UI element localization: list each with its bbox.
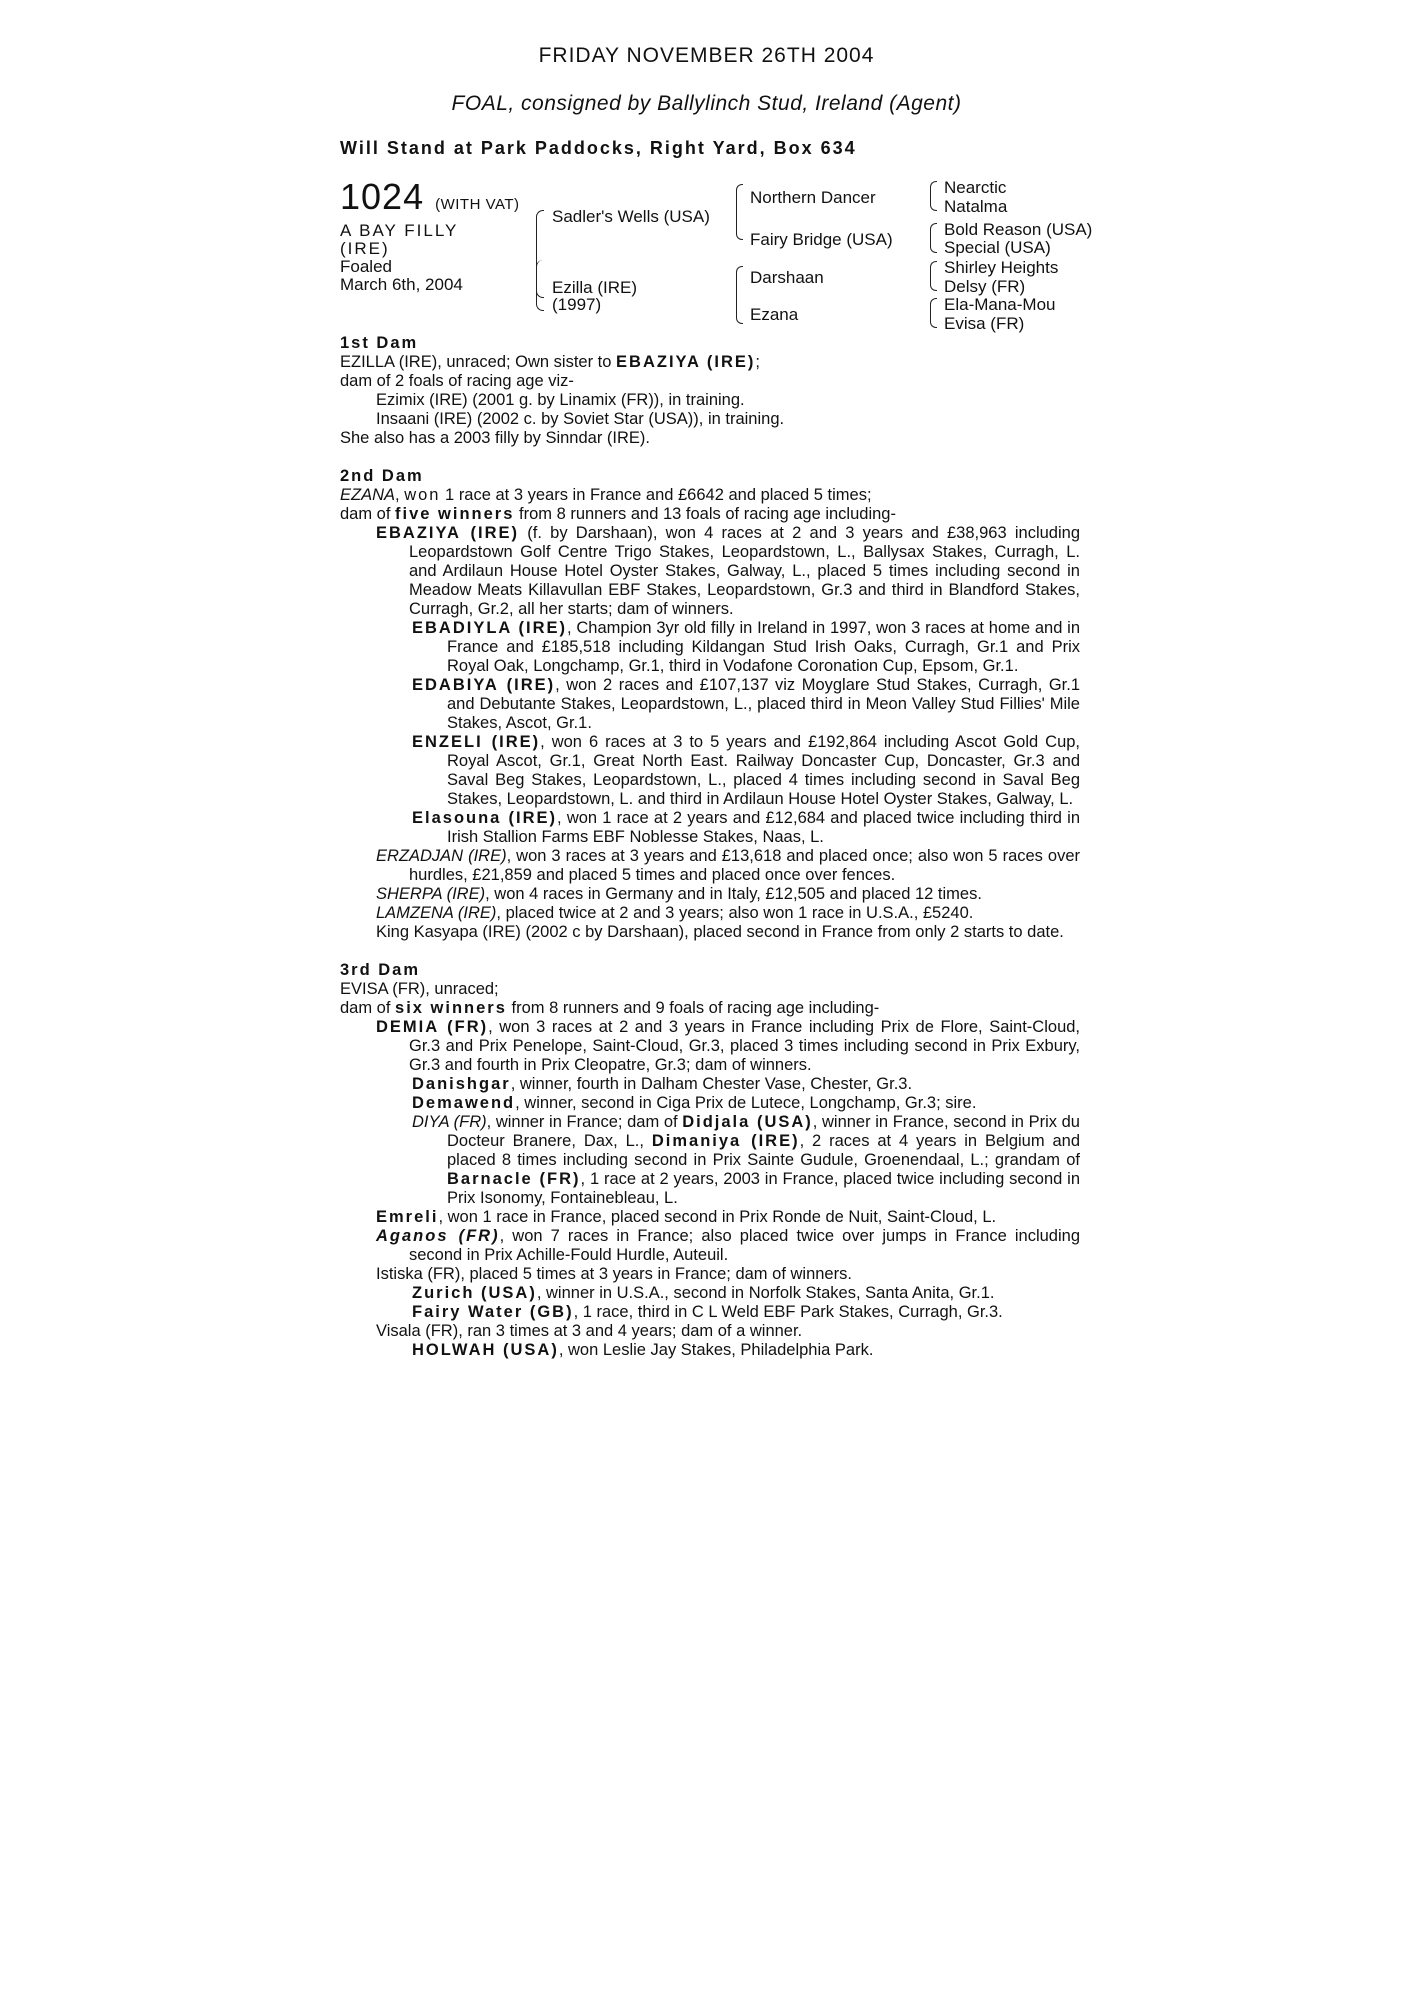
entry-demia (376, 1018, 1080, 1075)
horse-name: EDABIYA (IRE) (412, 676, 556, 694)
ggp-4: Special (USA) (944, 238, 1051, 257)
entry-diya (412, 1113, 1080, 1208)
horse-record: , Champion 3yr old filly in Ireland in 1997, won 3 races at home and in France and £185,518 including Kildangan Stud Irish Oaks, Curragh, Gr.1 and Prix Royal Oak, Longchamp, Gr.1, third in Vodafone Coronation Cup, Epsom, Gr.1. (447, 619, 1081, 675)
entry-danishgar (412, 1075, 1080, 1094)
entry-istiska: Istiska (FR), placed 5 times at 3 years in France; dam of winners. (376, 1265, 852, 1283)
horse-name: Demawend (412, 1094, 516, 1112)
produce-ezimix: Ezimix (IRE) (2001 g. by Linamix (FR)), in training. (376, 391, 745, 409)
sire-dam: Fairy Bridge (USA) (750, 230, 893, 249)
first-dam-produce-intro: dam of 2 foals of racing age viz- (340, 372, 574, 390)
produce-2003-filly: She also has a 2003 filly by Sinndar (IRE). (340, 429, 650, 447)
horse-record: , winner, second in Ciga Prix de Lutece, Longchamp, Gr.3; sire. (515, 1094, 977, 1112)
sire-sire: Northern Dancer (750, 188, 876, 207)
third-dam-produce-intro (340, 999, 1080, 1018)
entry-demawend (412, 1094, 1080, 1113)
third-dam-heading: 3rd Dam (340, 961, 421, 979)
entry-holwah (412, 1341, 1080, 1360)
horse-name: Didjala (USA) (682, 1113, 813, 1131)
sale-date: FRIDAY NOVEMBER 26TH 2004 (538, 44, 875, 67)
entry-ebadiyla (412, 619, 1080, 676)
entry-emreli (376, 1208, 1080, 1227)
entry-lamzena (376, 904, 1080, 923)
intro-c: from 8 runners and 9 foals of racing age including- (506, 999, 880, 1017)
horse-record: , won 6 races at 3 to 5 years and £192,864 including Ascot Gold Cup, Royal Ascot, Gr.1, Great North East. Railway Doncaster Cup, Doncaster, Gr.3 and Saval Beg Stakes, Leopardstown, L., placed 4 times including second in Saval Beg Stakes, Leopardstown, L. and third in Ardilaun House Hotel Oyster Stakes, Galway, L. (447, 733, 1081, 808)
horse-record: , won 7 races in France; also placed twice over jumps in France including second in Prix Achille-Fould Hurdle, Auteuil. (409, 1227, 1080, 1264)
stand-location: Will Stand at Park Paddocks, Right Yard, Box 634 (340, 138, 857, 158)
lot-country: (IRE) (340, 239, 390, 258)
second-dam-name: EZANA (340, 486, 396, 504)
entry-zurich (412, 1284, 1080, 1303)
horse-record: , won Leslie Jay Stakes, Philadelphia Park. (558, 1341, 874, 1359)
ggp-6: Delsy (FR) (944, 277, 1026, 296)
horse-name: EBADIYLA (IRE) (412, 619, 568, 637)
horse-record: , winner in U.S.A., second in Norfolk Stakes, Santa Anita, Gr.1. (536, 1284, 995, 1302)
lot-number-line (340, 176, 520, 218)
ggp-brace-3 (930, 261, 937, 291)
ggp-3: Bold Reason (USA) (944, 220, 1093, 239)
horse-record: , winner, fourth in Dalham Chester Vase, Chester, Gr.3. (510, 1075, 913, 1093)
entry-visala: Visala (FR), ran 3 times at 3 and 4 years; dam of a winner. (376, 1322, 803, 1340)
horse-name: Dimaniya (IRE) (651, 1132, 800, 1150)
horse-name: Aganos (FR) (376, 1227, 500, 1245)
ggp-brace-4 (930, 298, 937, 328)
lot-number: 1024 (340, 176, 425, 217)
produce-insaani: Insaani (IRE) (2002 c. by Soviet Star (USA)), in training. (376, 410, 785, 428)
entry-elasouna (412, 809, 1080, 847)
text: , 2 races at 4 years in Belgium and placed 8 times including second in Prix Sainte Gudule, Groenendaal, L.; grandam of (447, 1132, 1080, 1169)
horse-record: , won 3 races at 3 years and £13,618 and placed once; also won 5 races over hurdles, £21,859 and placed 5 times and placed once over fences. (409, 847, 1081, 884)
ggp-7: Ela-Mana-Mou (944, 295, 1056, 314)
sire-line-brace (736, 184, 743, 240)
second-dam-heading: 2nd Dam (340, 467, 424, 485)
horse-name: Fairy Water (GB) (412, 1303, 574, 1321)
lot-description (340, 222, 463, 294)
sire-name: Sadler's Wells (USA) (552, 207, 710, 226)
entry-edabiya (412, 676, 1080, 733)
ggp-brace-1 (930, 181, 937, 211)
horse-record: , won 1 race in France, placed second in Prix Ronde de Nuit, Saint-Cloud, L. (438, 1208, 997, 1226)
second-dam-line (340, 486, 1080, 505)
horse-record: , won 1 race at 2 years and £12,684 and placed twice including third in Irish Stallion Farms EBF Noblesse Stakes, Naas, L. (447, 809, 1081, 846)
first-dam-heading: 1st Dam (340, 334, 419, 352)
catalogue-body (340, 334, 1080, 1360)
horse-name: EBAZIYA (IRE) (376, 524, 520, 542)
dam-brace (536, 260, 544, 311)
first-dam-text: EZILLA (IRE), unraced; Own sister to (340, 353, 617, 371)
dam-year: (1997) (552, 295, 602, 314)
entry-enzeli (412, 733, 1080, 809)
entry-sherpa (376, 885, 1080, 904)
entry-fairy-water (412, 1303, 1080, 1322)
lot-sex-colour: A BAY FILLY (340, 221, 459, 240)
first-dam-end: ; (755, 353, 760, 371)
third-dam-line: EVISA (FR), unraced; (340, 980, 499, 998)
won-text: won (404, 486, 441, 504)
first-dam-sister: EBAZIYA (IRE) (616, 353, 756, 371)
dam-line-brace (736, 266, 743, 324)
horse-name: ENZELI (IRE) (412, 733, 541, 751)
ggp-5: Shirley Heights (944, 258, 1059, 277)
horse-record: , won 4 races in Germany and in Italy, £12,505 and placed 12 times. (485, 885, 982, 903)
horse-name: Zurich (USA) (412, 1284, 537, 1302)
dam-dam: Ezana (750, 305, 799, 324)
entry-ebaziya (376, 524, 1080, 619)
first-dam-line (340, 353, 1080, 372)
horse-name: Emreli (376, 1208, 439, 1226)
horse-name: DEMIA (FR) (376, 1018, 489, 1036)
horse-record: , 1 race, third in C L Weld EBF Park Stakes, Curragh, Gr.3. (573, 1303, 1003, 1321)
horse-name: DIYA (FR) (412, 1113, 487, 1131)
winners-count: five winners (395, 505, 515, 523)
consignment-line: FOAL, consigned by Ballylinch Stud, Ireland (Agent) (451, 92, 962, 115)
winners-count: six winners (395, 999, 507, 1017)
ggp-8: Evisa (FR) (944, 314, 1025, 333)
horse-record: , won 2 races and £107,137 viz Moyglare Stud Stakes, Curragh, Gr.1 and Debutante Stakes, Leopardstown, L., placed third in Meon Valley Stud Fillies' Mile Stakes, Ascot, Gr.1. (447, 676, 1080, 732)
ggp-brace-2 (930, 223, 937, 253)
horse-name: SHERPA (IRE) (376, 885, 486, 903)
intro-a: dam of (340, 999, 396, 1017)
entry-aganos (376, 1227, 1080, 1265)
horse-name: HOLWAH (USA) (412, 1341, 559, 1359)
ggp-1: Nearctic (944, 178, 1007, 197)
entry-king-kasyapa: King Kasyapa (IRE) (2002 c by Darshaan), placed second in France from only 2 starts to date. (376, 923, 1064, 941)
dam-sire: Darshaan (750, 268, 824, 287)
intro-c: from 8 runners and 13 foals of racing age including- (514, 505, 896, 523)
text: , winner in France, second in Prix du Docteur Branere, Dax, L., (447, 1113, 1080, 1150)
ggp-2: Natalma (944, 197, 1008, 216)
horse-name: Elasouna (IRE) (412, 809, 558, 827)
horse-name: Danishgar (412, 1075, 511, 1093)
vat-note: (WITH VAT) (435, 196, 520, 213)
entry-erzadjan (376, 847, 1080, 885)
horse-name: Barnacle (FR) (447, 1170, 581, 1188)
horse-name: ERZADJAN (IRE) (376, 847, 507, 865)
horse-record: , won 3 races at 2 and 3 years in France including Prix de Flore, Saint-Cloud, Gr.3 and Prix Penelope, Saint-Cloud, Gr.3, placed 3 times including second in Prix Exbury, Gr.3 and fourth in Prix Cleopatre, Gr.3; dam of winners. (409, 1018, 1081, 1074)
foaled-date: March 6th, 2004 (340, 275, 463, 294)
horse-name: LAMZENA (IRE) (376, 904, 497, 922)
sep: , (395, 486, 405, 504)
second-dam-record: 1 race at 3 years in France and £6642 and placed 5 times; (440, 486, 872, 504)
foaled-label: Foaled (340, 257, 392, 276)
horse-record: (f. by Darshaan), won 4 races at 2 and 3 years and £38,963 including Leopardstown Golf Centre Trigo Stakes, Leopardstown, L., Ballysax Stakes, Curragh, L. and Ardilaun House Hotel Oyster Stakes, Galway, L., placed 5 times including second in Meadow Meats Killavullan EBF Stakes, Leopardstown, Gr.3 and third in Blandford Stakes, Curragh, Gr.2, all her starts; dam of winners. (409, 524, 1081, 618)
horse-record: , placed twice at 2 and 3 years; also won 1 race in U.S.A., £5240. (496, 904, 974, 922)
text: , 1 race at 2 years, 2003 in France, placed twice including second in Prix Isonomy, Fontainebleau, L. (447, 1170, 1080, 1207)
second-dam-produce-intro (340, 505, 1080, 524)
text: , winner in France; dam of (486, 1113, 683, 1131)
dam-name: Ezilla (IRE) (552, 278, 638, 297)
intro-a: dam of (340, 505, 396, 523)
